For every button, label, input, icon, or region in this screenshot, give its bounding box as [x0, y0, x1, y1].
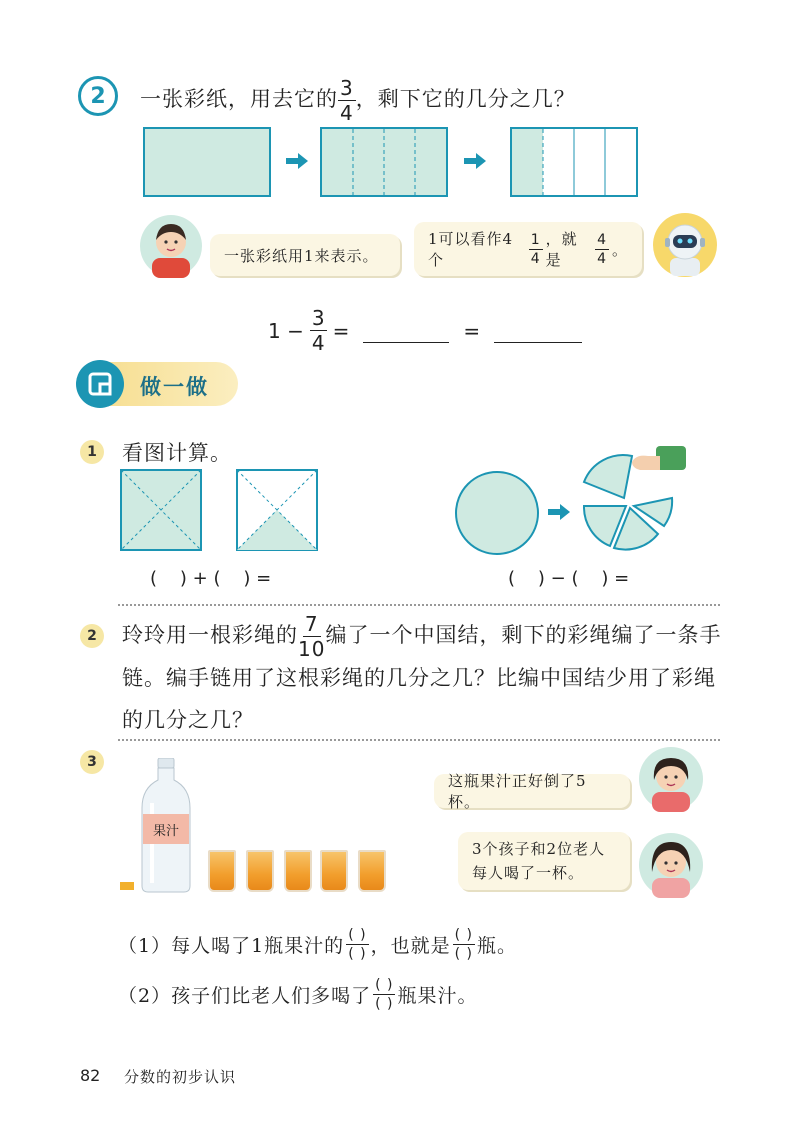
divider [118, 604, 720, 606]
juice-cup [208, 850, 236, 892]
square-shaded [120, 469, 202, 551]
answer-fraction[interactable]: $\frac{( )}{( )}$ [348, 927, 367, 962]
paper-whole [143, 127, 271, 197]
robot-avatar [652, 212, 718, 278]
juice-cup [246, 850, 274, 892]
chapter-title: 分数的初步认识 [124, 1068, 237, 1086]
hand-icon [630, 444, 686, 478]
question-text: 一张彩纸，用去它的 [140, 87, 338, 111]
exercise-2-line-2: 链。编手链用了这根彩绳的几分之几？比编中国结少用了彩绳 [122, 666, 716, 690]
circle-whole [454, 470, 540, 556]
answer-blank[interactable] [363, 318, 449, 343]
boy-avatar [140, 212, 202, 278]
exercise-number-3: 3 [80, 750, 104, 774]
exercise-3-question-2: （2） 孩子们比老人们多喝了 $\frac{( )}{( )}$ 瓶果汁。 [118, 977, 478, 1012]
section-title: 做一做 [140, 374, 209, 399]
exercise-3-question-1: （1） 每人喝了1瓶果汁的 $\frac{( )}{( )}$ ，也就是 $\frac{( )}{( )}$ 瓶。 [118, 927, 517, 962]
arrow-right-icon [286, 152, 308, 170]
bottle-label: 果汁 [143, 814, 189, 844]
arrow-right-icon [464, 152, 486, 170]
exercise-1-text: 看图计算。 [122, 441, 232, 465]
example-number-badge: 2 [78, 76, 118, 116]
exercise-1-right-expression[interactable]: ( ) − ( ) = [508, 568, 630, 589]
exercise-2-line-3: 的几分之几？ [122, 708, 254, 732]
paper-used [510, 127, 638, 197]
woman-avatar [638, 832, 704, 898]
page-number: 82 [80, 1066, 101, 1085]
answer-fraction[interactable]: $\frac{( )}{( )}$ [375, 977, 394, 1012]
arrow-right-icon [548, 503, 570, 521]
girl-speech-bubble: 这瓶果汁正好倒了5杯。 [434, 774, 630, 808]
bottle-cap [120, 882, 134, 890]
answer-fraction[interactable]: $\frac{( )}{( )}$ [454, 927, 473, 962]
juice-cup [320, 850, 348, 892]
exercise-1-left-expression[interactable]: ( ) + ( ) = [150, 568, 272, 589]
exercise-2-line-1: 玲玲用一根彩绳的 $\frac{7}{10}$ 编了一个中国结，剩下的彩绳编了一条手 [122, 612, 722, 661]
woman-speech-bubble: 3个孩子和2位老人 每人喝了一杯。 [458, 832, 630, 890]
divider [118, 739, 720, 741]
robot-speech-bubble: 1可以看作4个 $\frac{1}{4}$ ，就是 $\frac{4}{4}$ 。 [414, 222, 642, 276]
girl-avatar [638, 746, 704, 812]
fold-lines [322, 129, 446, 195]
boy-speech-bubble: 一张彩纸用1来表示。 [210, 234, 400, 276]
fraction-three-quarters: $\frac{3}{4}$ [340, 76, 354, 125]
example-question [140, 78, 576, 123]
juice-cup [284, 850, 312, 892]
square-partial [236, 469, 318, 551]
equation: 1 − $\frac{3}{4}$ = = [268, 308, 582, 353]
paper-quartered [320, 127, 448, 197]
question-text-end: ，剩下它的几分之几？ [355, 87, 576, 111]
juice-cup [358, 850, 386, 892]
practice-icon [76, 360, 124, 408]
answer-blank[interactable] [494, 318, 582, 343]
exercise-number-1: 1 [80, 440, 104, 464]
exercise-number-2: 2 [80, 624, 104, 648]
